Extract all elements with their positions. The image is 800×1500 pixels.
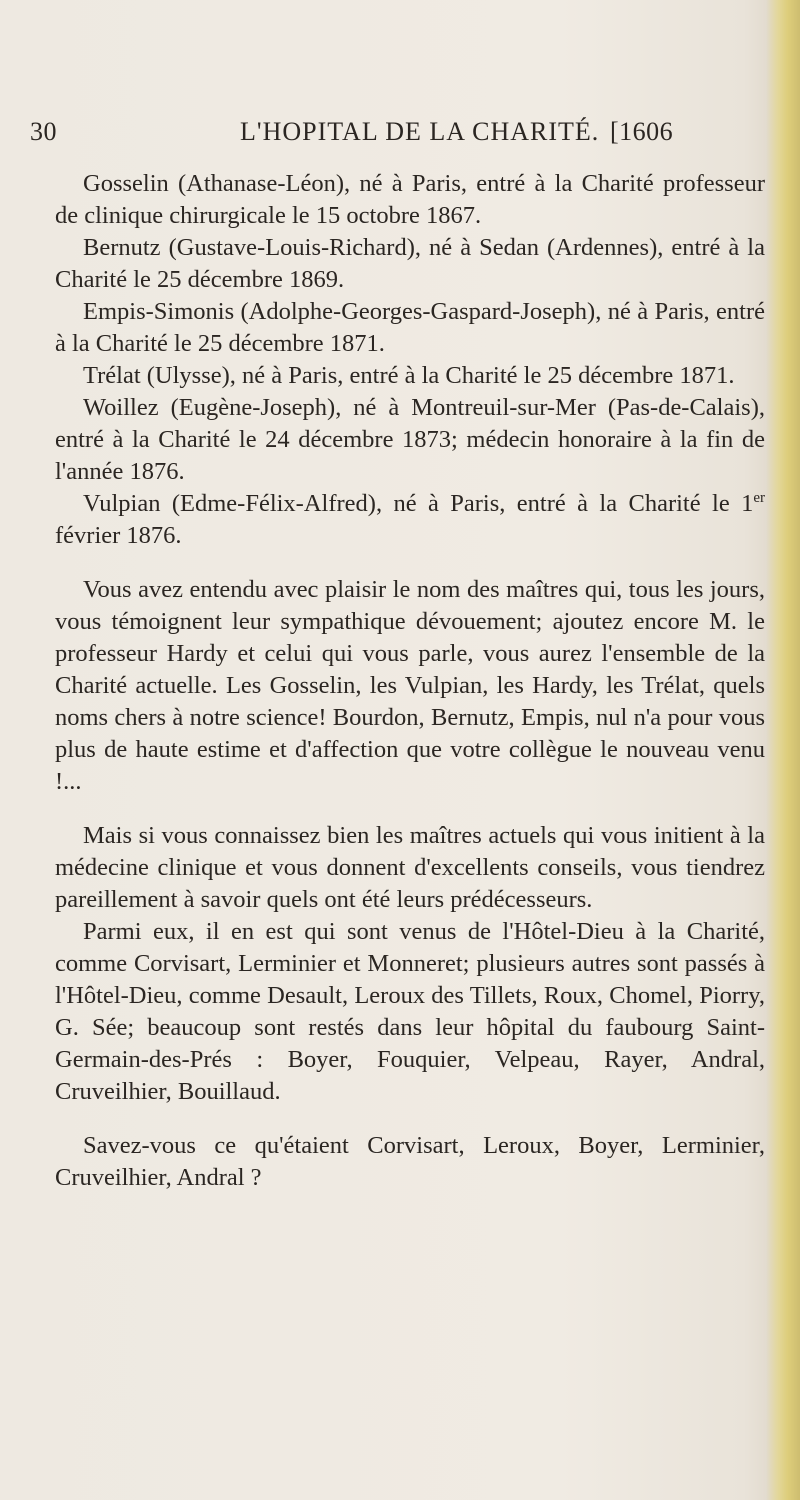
entry-empis-simonis: Empis-Simonis (Adolphe-Georges-Gaspard-Joseph), né à Paris, entré à la Charité le 25 décembre 1871. — [55, 298, 765, 357]
paragraph-parmi-eux: Parmi eux, il en est qui sont venus de l'Hôtel-Dieu à la Charité, comme Corvisart, Lerminier et Monneret; plusieurs autres sont passés à l'Hôtel-Dieu, comme Desault, Leroux des Tillets, Roux, Chomel, Piorry, G. Sée; beaucoup sont restés dans leur hôpital du faubourg Saint-Germain-des-Prés : Boyer, Fouquier, Velpeau, Rayer, Andral, Cruveilhier, Bouillaud. — [55, 918, 765, 1105]
section-code: [1606 — [610, 117, 674, 146]
entry-vulpian — [55, 488, 765, 552]
entry-bernutz: Bernutz (Gustave-Louis-Richard), né à Sedan (Ardennes), entré à la Charité le 25 décembre 1869. — [55, 234, 765, 293]
entry-gosselin: Gosselin (Athanase-Léon), né à Paris, entré à la Charité professeur de clinique chirurgicale le 15 octobre 1867. — [55, 170, 765, 229]
paragraph-question: Savez-vous ce qu'étaient Corvisart, Leroux, Boyer, Lerminier, Cruveilhier, Andral ? — [55, 1132, 765, 1191]
entry-vulpian-text: Vulpian (Edme-Félix-Alfred), né à Paris, entré à la Charité le 1 — [83, 490, 754, 517]
paragraph-maitres: Vous avez entendu avec plaisir le nom des maîtres qui, tous les jours, vous témoignent leur sympathique dévouement; ajoutez encore M. le professeur Hardy et celui qui vous parle, vous aurez l'ensemble de la Charité actuelle. Les Gosselin, les Vulpian, les Hardy, les Trélat, quels noms chers à notre science! Bourdon, Bernutz, Empis, nul n'a pour vous plus de haute estime et d'affection que votre collègue le nouveau venu !... — [55, 576, 765, 795]
running-head-title: L'HOPITAL DE LA CHARITÉ. — [240, 117, 600, 146]
ordinal-suffix: er — [753, 489, 765, 506]
entry-woillez: Woillez (Eugène-Joseph), né à Montreuil-sur-Mer (Pas-de-Calais), entré à la Charité le 24 décembre 1873; médecin honoraire à la fin de l'année 1876. — [55, 394, 765, 485]
paragraph-predecesseurs: Mais si vous connaissez bien les maîtres actuels qui vous initient à la médecine clinique et vous donnent d'excellents conseils, vous tiendrez pareillement à savoir quels ont été leurs prédécesseurs. — [55, 822, 765, 913]
body-text — [55, 168, 765, 1194]
entry-vulpian-date: février 1876. — [55, 522, 182, 549]
page-edge — [766, 0, 800, 1500]
entry-trelat: Trélat (Ulysse), né à Paris, entré à la Charité le 25 décembre 1871. — [83, 362, 735, 389]
running-header — [30, 117, 700, 157]
page-number: 30 — [30, 117, 57, 146]
